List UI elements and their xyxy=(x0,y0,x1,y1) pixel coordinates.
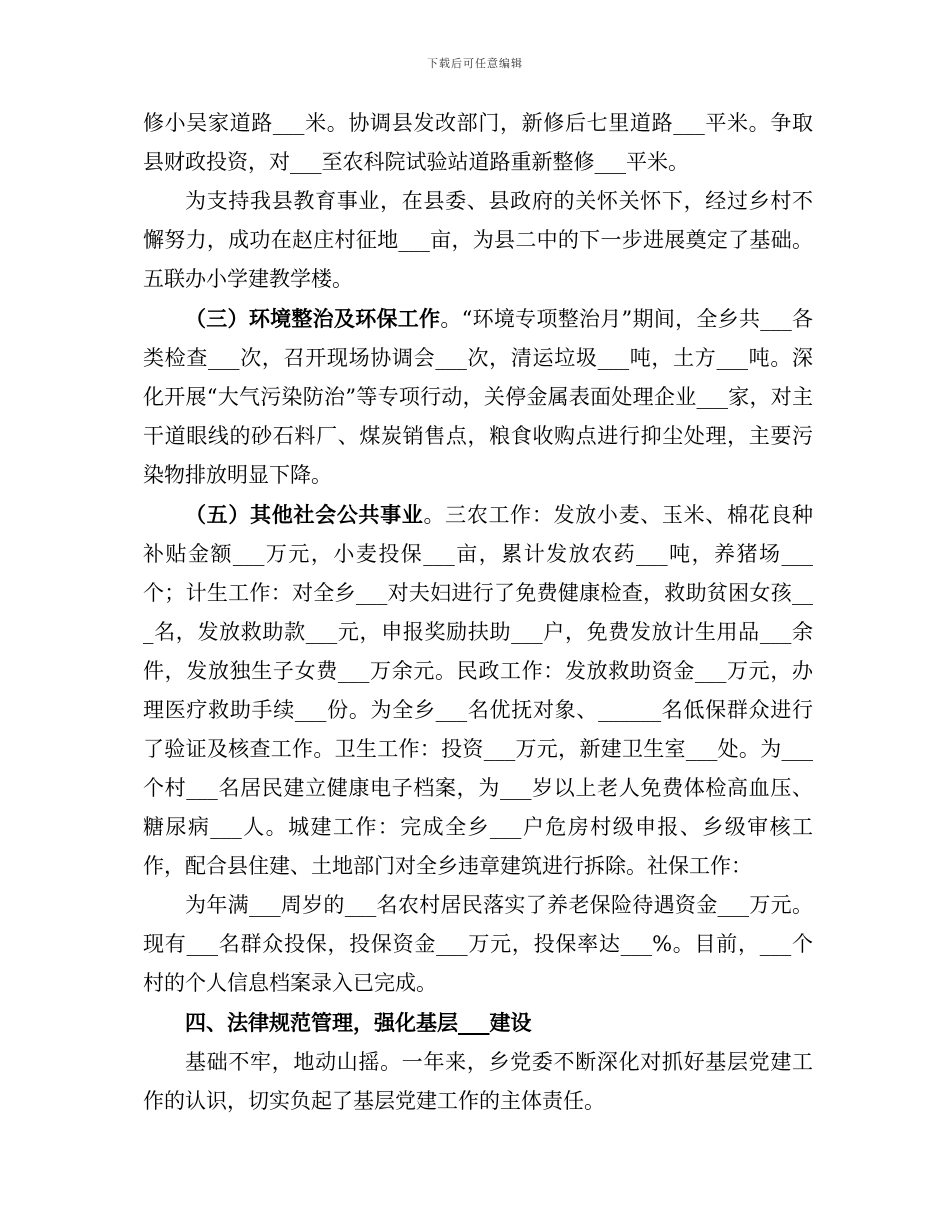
page-header: 下载后可任意编辑 xyxy=(427,57,523,70)
document-body xyxy=(143,104,813,1121)
paragraph-pension xyxy=(143,886,813,1003)
paragraph-text: 为支持我县教育事业，在县委、县政府的关怀关怀下，经过乡村不懈努力，成功在赵庄村征地___亩，为县二中的下一步进展奠定了基础。五联办小学建教学楼。 xyxy=(143,189,813,291)
paragraph-text: 修小吴家道路___米。协调县发改部门，新修后七里道路___平米。争取县财政投资，对___至农科院试验站道路重新整修___平米。 xyxy=(143,111,813,174)
paragraph-environment xyxy=(143,299,813,495)
paragraph-text: 。“环境专项整治月”期间，全乡共___各类检查___次，召开现场协调会___次，清运垃圾___吨，土方___吨。深化开展“大气污染防治”等专项行动，关停金属表面处理企业___家，对主干道眼线的砂石料厂、煤炭销售点，粮食收购点进行抑尘处理，主要污染物排放明显下降。 xyxy=(143,307,813,487)
paragraph-roads xyxy=(143,104,813,182)
paragraph-education xyxy=(143,182,813,299)
section-heading-public-affairs: （五）其他社会公共事业 xyxy=(185,502,424,527)
section-heading-law: 四、法律规范管理，强化基层___建设 xyxy=(185,1010,532,1035)
paragraph-text: 基础不牢，地动山摇。一年来，乡党委不断深化对抓好基层党建工作的认识，切实负起了基层党建工作的主体责任。 xyxy=(143,1050,813,1113)
paragraph-public-affairs xyxy=(143,495,813,886)
paragraph-text: 为年满___周岁的___名农村居民落实了养老保险待遇资金___万元。现有___名群众投保，投保资金___万元，投保率达___%。目前，___个村的个人信息档案录入已完成。 xyxy=(143,893,813,995)
section-heading-environment: （三）环境整治及环保工作 xyxy=(185,306,441,331)
section-heading-four xyxy=(143,1003,813,1043)
paragraph-party-building xyxy=(143,1043,813,1121)
paragraph-text: 。三农工作：发放小麦、玉米、棉花良种补贴金额___万元，小麦投保___亩，累计发放农药___吨，养猪场___个；计生工作：对全乡___对夫妇进行了免费健康检查，救助贫困女孩___名，发放救助款___元，申报奖励扶助___户，免费发放计生用品___余件，发放独生子女费___万余元。民政工作：发放救助资金___万元，办理医疗救助手续___份。为全乡___名优抚对象、______名低保群众进行了验证及核查工作。卫生工作：投资___万元，新建卫生室___处。为___个村___名居民建立健康电子档案，为___岁以上老人免费体检高血压、糖尿病___人。城建工作：完成全乡___户危房村级申报、乡级审核工作，配合县住建、土地部门对全乡违章建筑进行拆除。社保工作： xyxy=(143,503,814,878)
